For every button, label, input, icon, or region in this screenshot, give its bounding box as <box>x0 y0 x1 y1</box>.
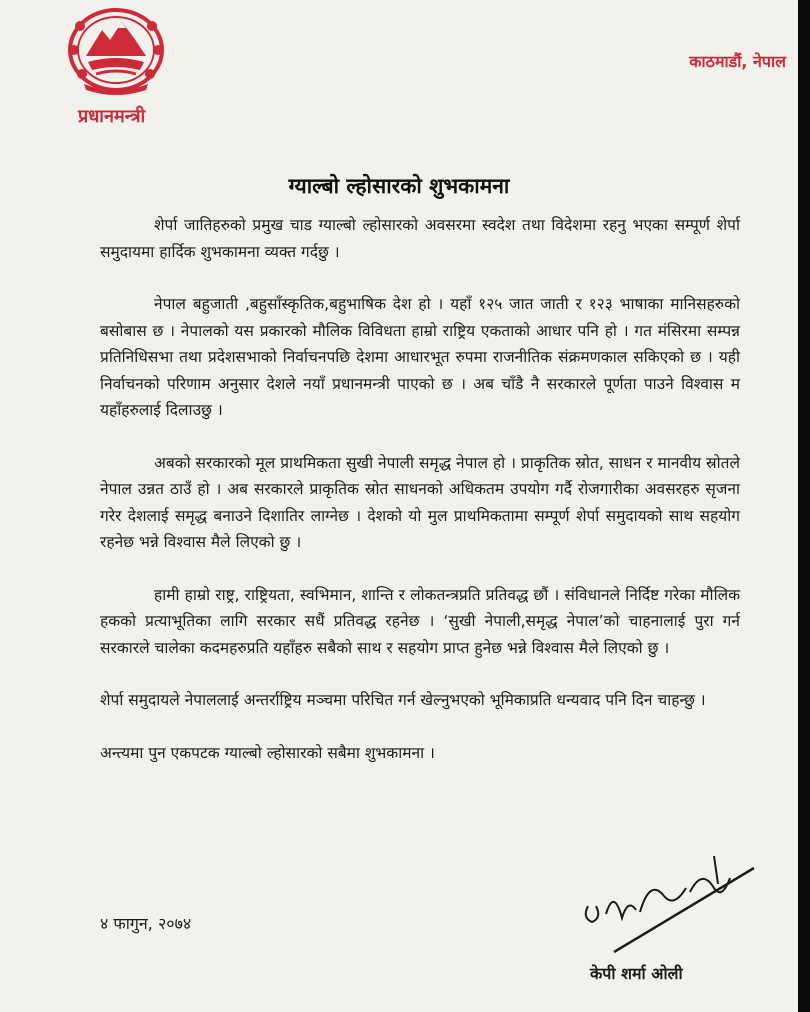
nepal-emblem-icon <box>66 4 166 96</box>
signer-name: केपी शर्मा ओली <box>590 964 683 983</box>
letter-body <box>100 212 740 792</box>
paragraph-diversity: नेपाल बहुजाती ,बहुसाँस्कृतिक,बहुभाषिक देश हो । यहाँ १२५ जात जाती र १२३ भाषाका मानिसहरुको बसोबास छ । नेपालको यस प्रकारको मौलिक विविधता हाम्रो राष्ट्रिय एकताको आधार पनि हो । गत मंसिरमा सम्पन्न प्रतिनिधिसभा तथा प्रदेशसभाको निर्वाचनपछि देशमा आधारभूत रुपमा राजनीतिक संक्रमणकाल सकिएको छ । यही निर्वाचनको परिणाम अनुसार देशले नयाँ प्रधानमन्त्री पाएको छ । अब चाँडै नै सरकारले पूर्णता पाउने विश्वास म यहाँहरुलाई दिलाउछु । <box>100 295 740 419</box>
signature-icon <box>578 848 758 958</box>
office-title: प्रधानमन्त्री <box>78 106 146 127</box>
paragraph-priority: अबको सरकारको मूल प्राथमिकता सुखी नेपाली समृद्ध नेपाल हो । प्राकृतिक स्रोत, साधन र मानवीय स्रोतले नेपाल उन्नत ठाउँ हो । अब सरकारले प्राकृतिक स्रोत साधनको अधिकतम उपयोग गर्दै रोजगारीका अवसरहरु सृजना गरेर देशलाई समृद्ध बनाउने दिशातिर लाग्नेछ । देशको यो मुल प्राथमिकतामा सम्पूर्ण शेर्पा समुदायको साथ सहयोग रहनेछ भन्ने विश्वास मैले लिएको छु । <box>100 453 740 551</box>
scan-edge <box>798 0 810 1012</box>
paragraph-commitment: हामी हाम्रो राष्ट्र, राष्ट्रियता, स्वभिमान, शान्ति र लोकतन्त्रप्रति प्रतिवद्ध छौं । संविधानले निर्दिष्ट गरेका मौलिक हकको प्रत्याभूतिका लागि सरकार सधैं प्रतिवद्ध रहनेछ । ‘सुखी नेपाली,समृद्ध नेपाल’को चाहनालाई पुरा गर्न सरकारले चालेका कदमहरुप्रति यहाँहरु सबैको साथ र सहयोग प्राप्त हुनेछ भन्ने विश्वास मैले लिएको छु । <box>100 585 740 657</box>
paragraph-closing: अन्त्यमा पुन एकपटक ग्याल्बो ल्होसारको सबैमा शुभकामना । <box>100 743 435 762</box>
letter-date: ४ फागुन, २०७४ <box>100 914 192 933</box>
location-text: काठमाडौं, नेपाल <box>689 52 786 71</box>
paragraph-thanks: शेर्पा समुदायले नेपाललाई अन्तर्राष्ट्रिय मञ्चमा परिचित गर्न खेल्नुभएको भूमिकाप्रति धन्यवाद पनि दिन चाहन्छु । <box>100 691 706 709</box>
paragraph-greeting: शेर्पा जातिहरुको प्रमुख चाड ग्याल्बो ल्होसारको अवसरमा स्वदेश तथा विदेशमा रहनु भएका सम्पूर्ण शेर्पा समुदायमा हार्दिक शुभकामना व्यक्त गर्दछु । <box>100 216 740 261</box>
letter-heading: ग्याल्बो ल्होसारको शुभकामना <box>288 174 510 198</box>
